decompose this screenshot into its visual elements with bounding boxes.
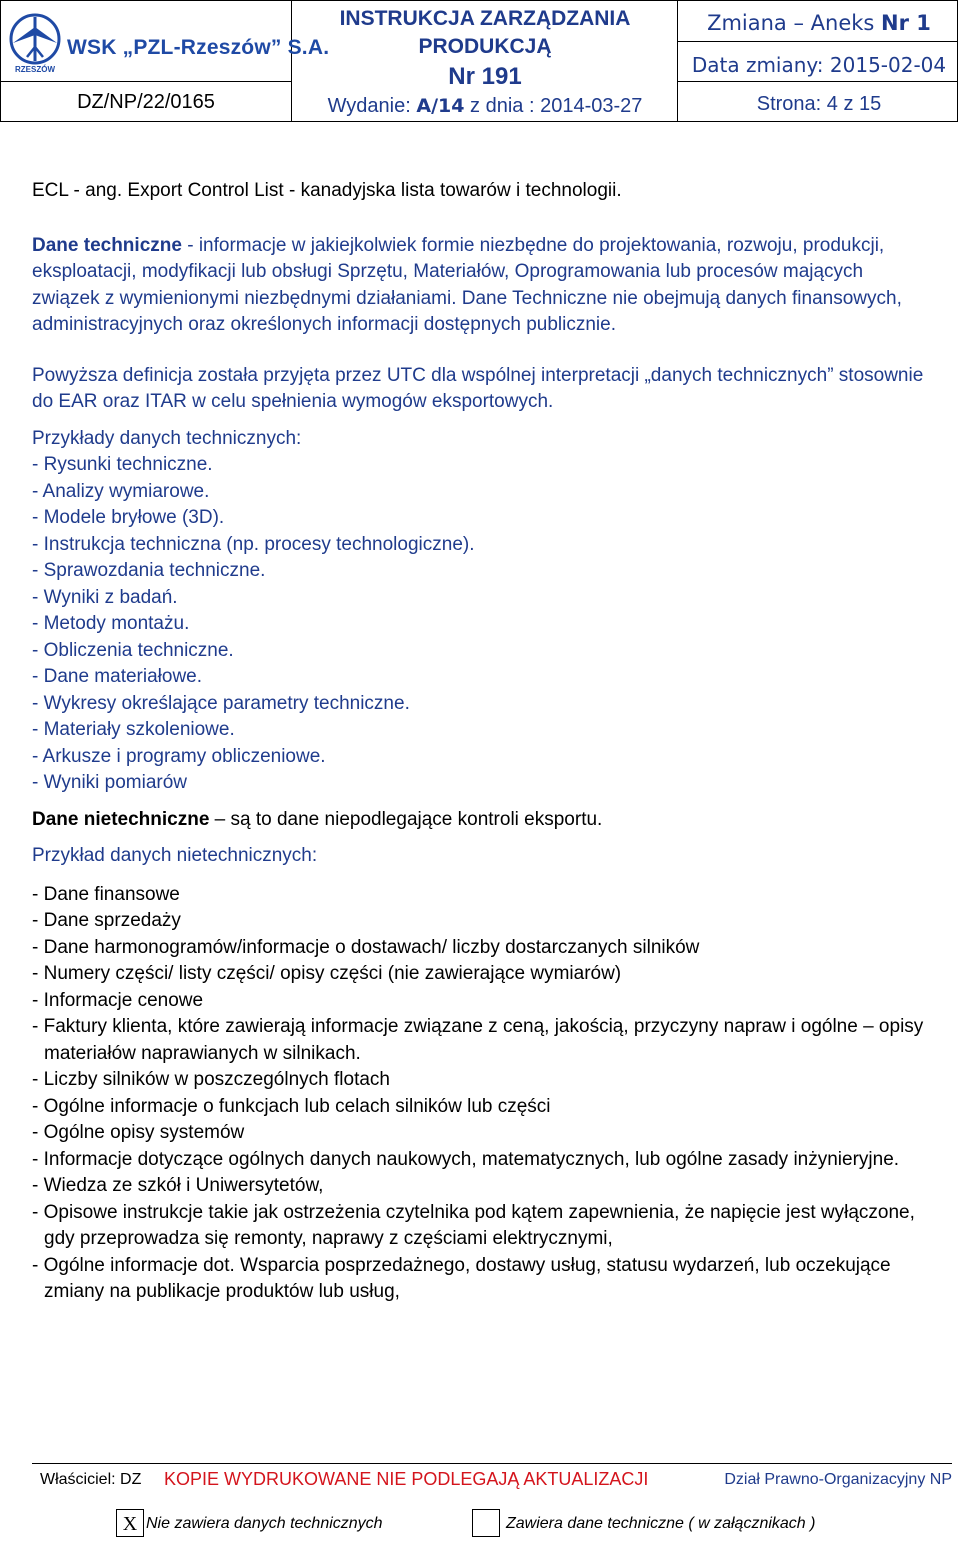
doc-title-line1: INSTRUKCJA ZARZĄDZANIA (339, 7, 631, 30)
list-item: - Informacje cenowe (32, 989, 204, 1011)
list-item: - Wyniki z badań. (32, 586, 178, 608)
change-date: Data zmiany: 2015-02-04 (691, 53, 947, 77)
list-item: - Dane finansowe (32, 883, 180, 905)
doc-title-line2: PRODUKCJĄ (418, 35, 552, 58)
company-logo (5, 9, 330, 75)
nontechnical-examples-list (32, 882, 932, 1306)
list-item: - Liczby silników w poszczególnych flotach (32, 1069, 390, 1090)
edition-date: z dnia : 2014-03-27 (470, 95, 643, 117)
list-item: - Wyniki pomiarów (32, 772, 188, 793)
header-divider (1, 81, 291, 82)
list-item: - Obliczenia techniczne. (32, 639, 234, 661)
technical-examples-list (32, 452, 932, 797)
list-item: - Instrukcja techniczna (np. procesy technologiczne). (32, 533, 475, 555)
page-number: Strona: 4 z 15 (756, 93, 882, 115)
list-item: - Sprawozdania techniczne. (32, 560, 266, 581)
change-value: Nr 1 (881, 11, 931, 35)
list-item: - Opisowe instrukcje takie jak ostrzeżenia czytelnika pod kątem zapewnienia, że napięcie jest wyłączone, gdy przeprowadza się remonty, naprawy z częściami elektrycznymi, (32, 1201, 915, 1249)
header-divider (677, 1, 678, 121)
list-item: - Wiedza ze szkół i Uniwersytetów, (32, 1175, 324, 1196)
list-item: - Materiały szkoleniowe. (32, 719, 235, 740)
list-item: - Modele bryłowe (3D). (32, 507, 225, 528)
footer-owner: Właściciel: DZ (40, 1471, 142, 1488)
header-divider (677, 41, 957, 42)
edition-info (293, 95, 677, 118)
list-item: - Metody montażu. (32, 613, 190, 634)
document-header (0, 0, 958, 122)
doc-title-number: Nr 191 (448, 63, 522, 90)
checkbox-contains-technical-data[interactable] (472, 1509, 500, 1537)
doc-number: DZ/NP/22/0165 (77, 91, 215, 113)
list-item: - Rysunki techniczne. (32, 454, 213, 475)
list-item: - Ogólne opisy systemów (32, 1122, 245, 1143)
list-item: - Ogólne informacje dot. Wsparcia posprzedażnego, dostawy usług, statusu wydarzeń, lub oczekujące zmiany na publikacje produktów lub usług, (32, 1254, 891, 1302)
edition-value: A/14 (416, 95, 465, 117)
list-item: - Dane harmonogramów/informacje o dostawach/ liczby dostarczanych silników (32, 936, 700, 958)
checkbox-no-technical-data[interactable]: X (116, 1509, 144, 1537)
change-info (679, 11, 959, 35)
list-item: - Faktury klienta, które zawierają informacje związane z ceną, jakością, przyczyny napraw i ogólne – opisy materiałów naprawianych w silnikach. (32, 1016, 924, 1064)
checkbox-no-technical-data-label: Nie zawiera danych technicznych (146, 1515, 383, 1532)
technical-data-text: - informacje w jakiejkolwiek formie niezbędne do projektowania, rozwoju, produkcji, eksploatacji, modyfikacji lub obsługi Sprzętu, Materiałów, Oprogramowania lub procesów mających związek z wymienionymi niezbędnymi działaniami. Dane Techniczne nie obejmują danych finansowych, administracyjnych oraz określonych informacji dostępnych publicznie. (32, 234, 902, 335)
svg-text:RZESZÓW: RZESZÓW (15, 65, 55, 74)
nontechnical-data-term: Dane nietechniczne (32, 808, 210, 830)
nontechnical-examples-heading: Przykład danych nietechnicznych: (32, 845, 318, 866)
list-item: - Dane sprzedaży (32, 910, 181, 931)
list-item: - Informacje dotyczące ogólnych danych naukowych, matematycznych, lub ogólne zasady inżynieryjne. (32, 1148, 900, 1170)
company-name: WSK „PZL-Rzeszów” S.A. (67, 36, 330, 59)
technical-data-term: Dane techniczne (32, 234, 182, 256)
nontechnical-data-definition (32, 807, 932, 834)
list-item: - Ogólne informacje o funkcjach lub celach silników lub części (32, 1095, 551, 1117)
list-item: - Analizy wymiarowe. (32, 480, 210, 502)
header-divider (291, 1, 292, 121)
change-prefix: Zmiana – Aneks (707, 11, 875, 35)
list-item: - Arkusze i programy obliczeniowe. (32, 745, 326, 767)
technical-examples-heading: Przykłady danych technicznych: (32, 427, 302, 449)
nontechnical-data-text: – są to dane niepodlegające kontroli eksportu. (209, 808, 603, 830)
footer-warning: KOPIE WYDRUKOWANE NIE PODLEGAJĄ AKTUALIZACJI (164, 1469, 649, 1489)
ecl-definition: ECL - ang. Export Control List - kanadyjska lista towarów i technologii. (32, 180, 622, 201)
footer-department: Dział Prawno-Organizacyjny NP (724, 1471, 952, 1488)
header-divider (677, 81, 957, 82)
checkbox-contains-technical-data-label: Zawiera dane techniczne ( w załącznikach ) (506, 1515, 816, 1532)
company-emblem-icon (5, 9, 65, 75)
list-item: - Numery części/ listy części/ opisy części (nie zawierające wymiarów) (32, 963, 622, 984)
list-item: - Wykresy określające parametry techniczne. (32, 692, 410, 714)
list-item: - Dane materiałowe. (32, 666, 203, 687)
technical-data-definition (32, 233, 932, 339)
edition-prefix: Wydanie: (327, 95, 411, 117)
document-body (32, 178, 932, 1306)
footer-divider (32, 1463, 952, 1464)
utc-paragraph: Powyższa definicja została przyjęta przez UTC dla wspólnej interpretacji „danych technicznych” stosownie do EAR oraz ITAR w celu spełnienia wymogów eksportowych. (32, 364, 924, 412)
